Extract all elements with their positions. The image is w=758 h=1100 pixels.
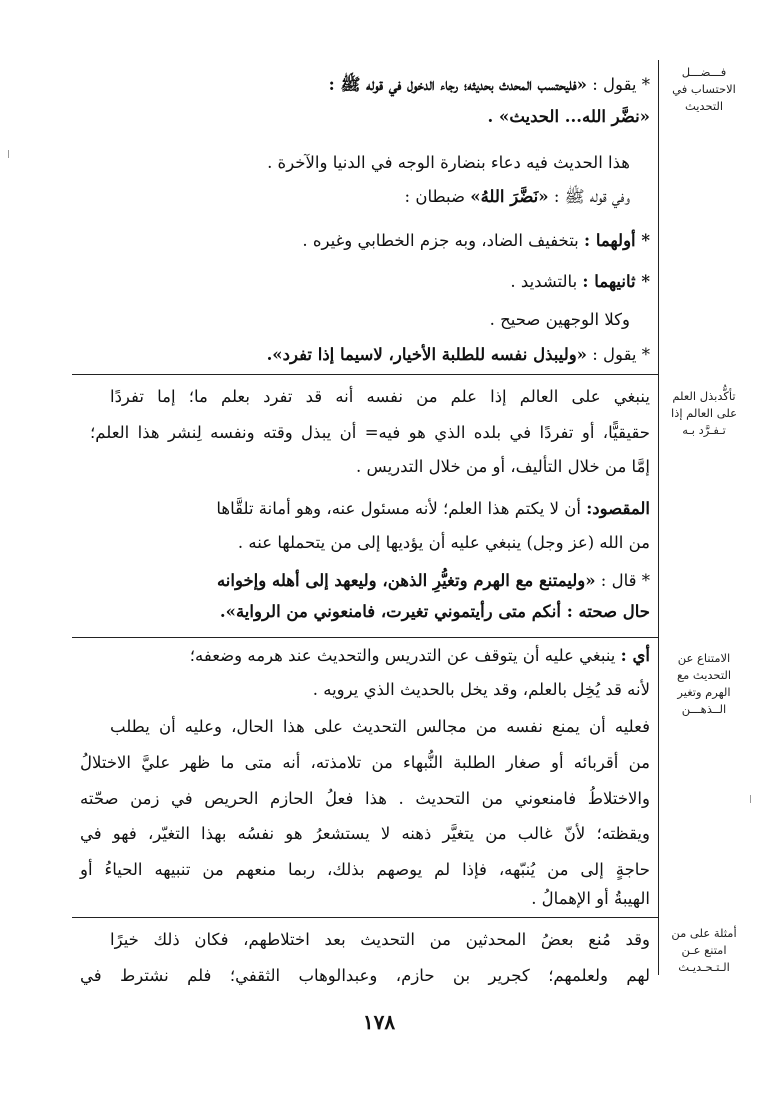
edge-mark [8,150,9,158]
text-line: وقد مُنع بعضُ المحدثين من التحديث بعد اختلاطهم، فكان ذلك خيرًا [110,930,650,949]
margin-note: الامتناع عن التحديث مع الهرم وتغير الــذهـــن [676,651,732,716]
text-span: أن لا يكتم هذا العلم؛ لأنه مسئول عنه، وهو أمانة تلقَّاها [216,499,581,518]
text-line: والاختلاطُ فامنعوني من التحديث . هذا فعلُ الحازم الحريص في زمن صحّته [80,789,650,808]
section-divider [72,374,658,375]
text-line [488,102,650,132]
text-line [329,70,650,100]
text-span: وفي قوله ﷺ : [553,187,630,206]
text-line [190,641,650,671]
text-line [302,226,650,256]
quote-text: «وليمتنع مع الهرم وتغيُّرِ الذهن، وليعهد إلى أهله وإخوانه [216,571,596,590]
text-line: من أقربائه أو صغار الطلبة النُّبهاء من تلامذته، أنه متى ما ظهر عليَّ الاختلالُ [80,753,650,772]
margin-note: فـــضـــل الاحتساب في التحديث [672,65,736,113]
text-span: ينبغي عليه أن يتوقف عن التدريس والتحديث عند هرمه وضعفه؛ [189,646,616,665]
text-line: حاجةٍ إلى من يُنبّهه، فإذا لم يوصهم بذلك، ربما منعهم من تنبيهه الحياءُ أو [80,860,650,879]
text-line [217,566,650,596]
text-line: وكلا الوجهين صحيح . [489,310,630,329]
quote-text: «فليحتسب المحدث بحديثه؛ رجاء الدخول في قوله ﷺ : [328,75,587,94]
text-line: إمَّا من خلال التأليف، أو من خلال التدريس . [356,457,650,476]
text-line: لهم ولعلمهم؛ كجرير بن حازم، وعبدالوهاب الثقفي؛ فلم نشترط في [80,966,650,985]
text-line: ينبغي على العالم إذا علم من نفسه أنه قد تفرد بعلم ما؛ إما تفردًا [110,387,650,406]
text-line [405,182,630,212]
quote-text: حال صحته : أنكم متى رأيتموني تغيرت، فامنعوني من الرواية». [219,602,650,621]
page-number: ١٧٨ [362,1010,396,1034]
bullet-label: * يقول : [592,345,650,364]
text-line: هذا الحديث فيه دعاء بنضارة الوجه في الدنيا والآخرة . [267,153,630,172]
bullet-label: * قال : [600,571,650,590]
quote-text: «نضَّر الله... الحديث» . [487,107,650,126]
edge-mark [750,795,751,803]
text-span: ضبطان : [404,187,466,206]
text-span: بالتشديد . [510,272,578,291]
text-span: بتخفيف الضاد، وبه جزم الخطابي وغيره . [302,231,579,250]
text-line: من الله (عز وجل) ينبغي عليه أن يؤديها إلى من يتحملها عنه . [237,533,650,552]
bullet-label: * أولهما : [584,231,650,250]
text-line: ويقظته؛ لأنّ غالب من يتغيَّر ذهنه لا يستشعرُ هو نفسُه بهذا التغيّر، فهو في [80,824,650,843]
quote-text: «نَضَّرَ اللهُ» [470,187,549,206]
margin-rule [658,60,659,975]
margin-note: أمثلة على من امتنع عـن الـتـحـديـث [671,926,737,974]
text-line [216,494,650,524]
text-line [510,267,650,297]
bullet-label: المقصود: [586,499,650,518]
quote-text: «وليبذل نفسه للطلبة الأخيار، لاسيما إذا تفرد». [266,345,587,364]
margin-note: تأكُّدبذل العلم على العالم إذا تـفـرَّد بـه [671,389,737,437]
section-divider [72,917,658,918]
text-line [220,597,650,627]
bullet-label: * ثانيهما : [582,272,650,291]
text-line: فعليه أن يمنع نفسه من مجالس التحديث على هذا الحال، وعليه أن يطلب [110,717,650,736]
bullet-label: أي : [620,646,650,665]
text-line: الهيبةُ أو الإهمالُ . [531,889,650,908]
text-line: لأنه قد يُخِل بالعلم، وقد يخل بالحديث الذي يرويه . [312,680,650,699]
text-line [267,340,650,370]
text-line: حقيقيًّا، أو تفردًا في بلده الذي هو فيه= أن يبذل وقته ونفسه لِنشر هذا العلم؛ [90,423,650,442]
bullet-label: * يقول : [592,75,650,94]
section-divider [72,637,658,638]
